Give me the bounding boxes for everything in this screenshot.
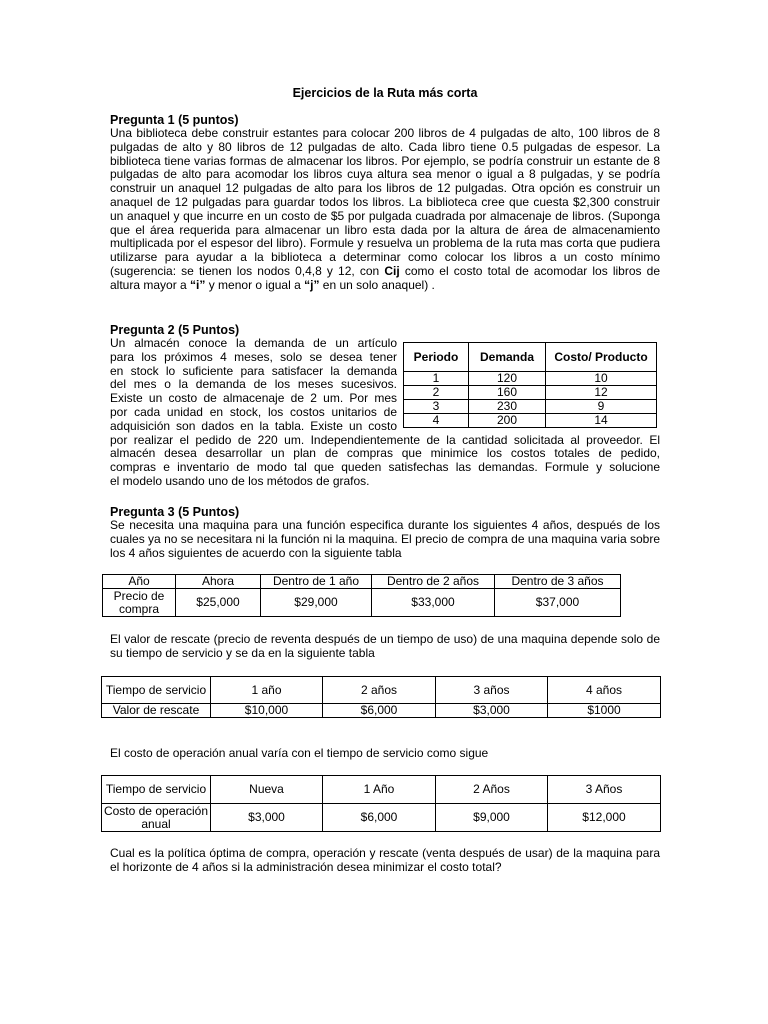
table-cell: $12,000: [548, 804, 661, 832]
table-cell: Precio de compra: [103, 589, 176, 617]
text-line: el modelo usando uno de los métodos de grafos.: [110, 473, 370, 488]
table-cell: Dentro de 3 años: [495, 575, 621, 589]
text-line: del mes o la demanda de los meses sucesivos.: [110, 377, 397, 392]
table-cell: Tiempo de servicio: [102, 677, 211, 704]
table-cell: 3 Años: [548, 776, 661, 804]
question-3: [110, 505, 660, 560]
table-cell: Dentro de 2 años: [372, 575, 495, 589]
rescue-intro: El valor de rescate (precio de reventa después de un tiempo de uso) de una maquina depende solo de su tiempo de servicio y se da en la siguiente tabla: [110, 632, 660, 660]
question-2: [110, 323, 660, 493]
table-cell: Periodo: [404, 343, 469, 372]
table-cell: 230: [469, 400, 546, 414]
table-cell: 12: [546, 386, 657, 400]
text-line: para los próximos 4 meses, solo se desea tener: [110, 349, 397, 364]
table-cell: $33,000: [372, 589, 495, 617]
table-cell: 160: [469, 386, 546, 400]
table-cell: 14: [546, 414, 657, 428]
text-line: en stock lo suficiente para satisfacer la demanda: [110, 363, 397, 378]
table-cell: $25,000: [176, 589, 261, 617]
table-cell: 120: [469, 372, 546, 386]
table-cell: Valor de rescate: [102, 704, 211, 718]
final-question: Cual es la política óptima de compra, operación y rescate (venta después de usar) de la maquina para el horizonte de 4 años si la administración desea minimizar el costo total?: [110, 846, 660, 874]
operation-cost-table: [101, 775, 661, 832]
text-line: por realizar el pedido de 220 um. Independientemente de la cantidad solicitada al proveedor. El: [110, 432, 660, 447]
table-cell: 1 año: [211, 677, 323, 704]
table-cell: Ahora: [176, 575, 261, 589]
table-cell: Demanda: [469, 343, 546, 372]
table-cell: 4: [404, 414, 469, 428]
table-cell: $6,000: [323, 804, 436, 832]
table-cell: Costo/ Producto: [546, 343, 657, 372]
question-2-heading: Pregunta 2 (5 Puntos): [110, 323, 240, 337]
table-cell: 2: [404, 386, 469, 400]
i-term: “i”: [190, 277, 206, 292]
operation-cost-intro: El costo de operación anual varía con el tiempo de servicio como sigue: [110, 746, 489, 760]
text-line: Un almacén conoce la demanda de un artículo: [110, 336, 397, 350]
table-cell: 3 años: [436, 677, 548, 704]
text-line: adquisición son dados en la tabla. Existe un costo: [110, 418, 397, 433]
table-cell: 2 Años: [436, 776, 548, 804]
table-cell: Dentro de 1 año: [261, 575, 372, 589]
table-cell: $6,000: [323, 704, 436, 718]
demand-table: [403, 342, 657, 428]
table-cell: Costo de operación anual: [102, 804, 211, 832]
text-line: compras e inventario de modo tal que queden satisfechas las demandas. Formule y solucione: [110, 460, 660, 475]
j-term: “j”: [304, 277, 320, 292]
table-cell: Tiempo de servicio: [102, 776, 211, 804]
table-cell: 9: [546, 400, 657, 414]
table-cell: $29,000: [261, 589, 372, 617]
table-cell: $10,000: [211, 704, 323, 718]
table-cell: 10: [546, 372, 657, 386]
table-cell: 4 años: [548, 677, 661, 704]
text-line: Existe un costo de almacenaje de 2 um. Por mes: [110, 391, 397, 406]
question-1-heading: Pregunta 1 (5 puntos): [110, 113, 239, 127]
table-cell: 2 años: [323, 677, 436, 704]
question-1-text: Una biblioteca debe construir estantes para colocar 200 libros de 4 pulgadas de alto, 100 libros de 8 pulgadas de alto y 80 libros de 12 pulgadas de alto. Cada libro tiene 0.5 pulgadas de espesor. La biblioteca tiene varias formas de almacenar los libros. Por ejemplo, se podría construir un estante de 8 pulgadas de alto para acomodar los libros cuya altura sea menor o igual a 8 pulgadas, y se podría construir un anaquel 12 pulgadas de alto para los libros de 12 pulgadas. Otra opción es construir un anaquel de 12 pulgadas para guardar todos los libros. La biblioteca cree que cuesta $2,300 construir un anaquel y que incurre en un costo de $5 por pulgada cuadrada por almacenaje de libros. (Suponga que el área requerida para almacenar un libro esta dada por la altura de área de almacenamiento multiplicada por el espesor del libro). Formule y resuelva un problema de la ruta mas corta que pudiera utilizarse para ayudar a la biblioteca a determinar como colocar los libros a un costo mínimo (sugerencia: se tienen los nodos 0,4,8 y 12, con Cij como el costo total de acomodar los libros de altura mayor a “i” y menor o igual a “j” en un solo anaquel) .: [110, 126, 660, 292]
question-1: [110, 113, 660, 293]
table-cell: Nueva: [211, 776, 323, 804]
question-3-heading: Pregunta 3 (5 Puntos): [110, 505, 240, 519]
table-cell: $1000: [548, 704, 661, 718]
table-cell: 1 Año: [323, 776, 436, 804]
text-line: almacén desea desarrollar un plan de compras que minimice los costos totales de pedido,: [110, 446, 660, 461]
purchase-price-table: [102, 574, 621, 617]
table-cell: $37,000: [495, 589, 621, 617]
table-cell: Año: [103, 575, 176, 589]
page-title: Ejercicios de la Ruta más corta: [292, 86, 478, 100]
table-cell: $9,000: [436, 804, 548, 832]
question-3-intro: Se necesita una maquina para una función especifica durante los siguientes 4 años, después de los cuales ya no se necesitara ni la función ni la maquina. El precio de compra de una maquina varia sobre los 4 años siguientes de acuerdo con la siguiente tabla: [110, 518, 660, 560]
cij-term: Cij: [384, 263, 400, 278]
table-cell: $3,000: [211, 804, 323, 832]
table-cell: 200: [469, 414, 546, 428]
table-cell: 3: [404, 400, 469, 414]
text-line: por cada unidad en stock, los costos unitarios de: [110, 404, 397, 419]
table-cell: $3,000: [436, 704, 548, 718]
table-cell: 1: [404, 372, 469, 386]
rescue-value-table: [101, 676, 661, 718]
